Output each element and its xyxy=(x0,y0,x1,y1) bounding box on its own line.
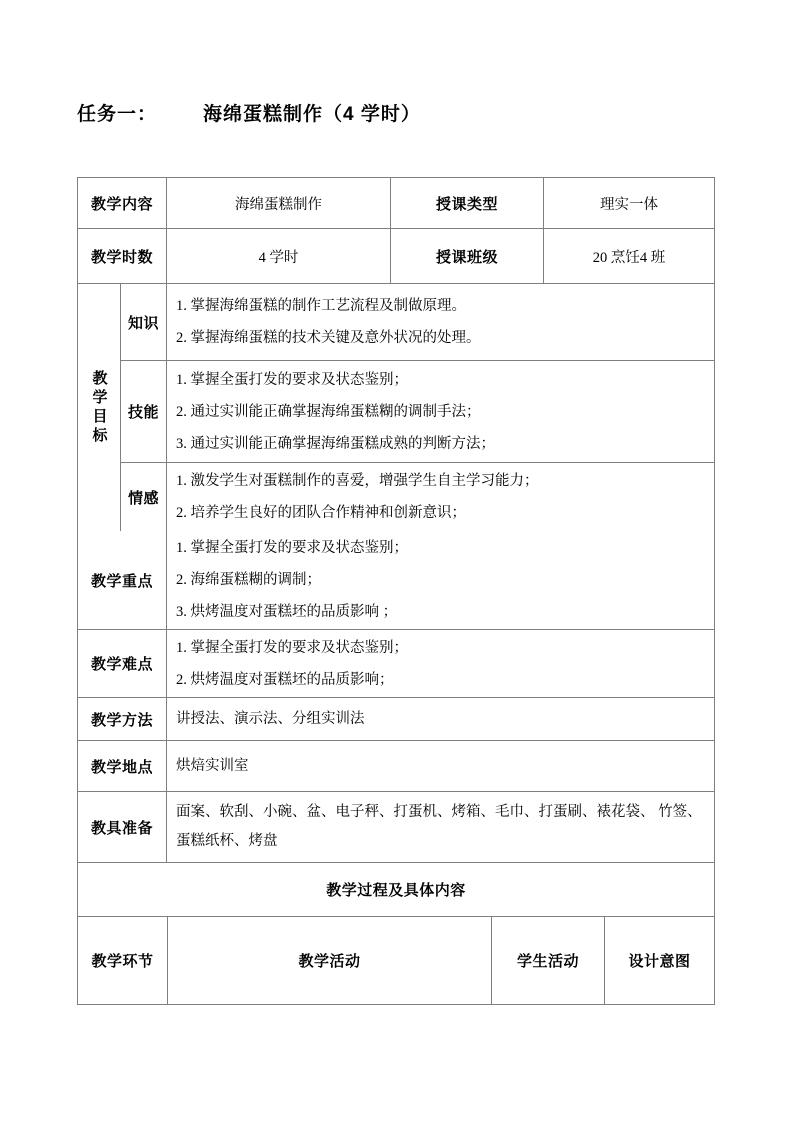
label-skills: 技能 xyxy=(121,361,167,463)
difficulties-items xyxy=(167,630,714,698)
affective-items xyxy=(167,463,714,531)
table-row-difficulties xyxy=(78,630,714,698)
table-row-process-header xyxy=(78,863,714,917)
objectives-row-knowledge xyxy=(121,284,714,361)
value-teaching-content: 海绵蛋糕制作 xyxy=(167,178,391,229)
column-header-student-activity: 学生活动 xyxy=(492,917,605,1004)
label-teaching-content: 教学内容 xyxy=(78,178,167,229)
skills-item: 1. 掌握全蛋打发的要求及状态鉴别； xyxy=(176,371,408,388)
label-key-points: 教学重点 xyxy=(78,531,167,630)
skills-item: 3. 通过实训能正确掌握海绵蛋糕成熟的判断方法； xyxy=(176,435,495,452)
value-teaching-hours: 4 学时 xyxy=(167,229,391,284)
key-points-items xyxy=(167,531,714,630)
table-row-hours-class xyxy=(78,229,714,284)
value-lesson-type: 理实一体 xyxy=(544,178,714,229)
knowledge-items xyxy=(167,284,714,361)
value-class: 20 烹饪4 班 xyxy=(544,229,714,284)
knowledge-item: 1. 掌握海绵蛋糕的制作工艺流程及制做原理。 xyxy=(176,298,466,314)
key-point-item: 1. 掌握全蛋打发的要求及状态鉴别； xyxy=(176,540,408,556)
column-header-design-intent: 设计意图 xyxy=(628,953,691,970)
methods-value-cell xyxy=(167,698,714,741)
objectives-row-affective xyxy=(121,463,714,531)
location-value: 烘焙实训室 xyxy=(176,758,249,774)
affective-item: 2. 培养学生良好的团队合作精神和创新意识； xyxy=(176,505,466,521)
lesson-plan-table xyxy=(77,177,715,1005)
label-methods: 教学方法 xyxy=(78,698,167,741)
table-row-objectives xyxy=(78,284,714,531)
table-row-process-columns xyxy=(78,917,714,1004)
skills-item: 2. 通过实训能正确掌握海绵蛋糕糊的调制手法； xyxy=(176,403,481,420)
column-header-teaching-stage: 教学环节 xyxy=(78,917,168,1004)
label-teaching-objectives xyxy=(78,284,121,531)
teaching-objectives-vertical-text: 教学目标 xyxy=(90,369,108,446)
affective-item: 1. 激发学生对蛋糕制作的喜爱，增强学生自主学习能力； xyxy=(176,473,539,489)
table-row-location xyxy=(78,741,714,792)
equipment-value: 面案、软刮、小碗、盆、电子秤、打蛋机、烤箱、毛巾、打蛋刷、裱花袋、 竹签、蛋糕纸杯、烤盘 xyxy=(176,804,702,849)
location-value-cell xyxy=(167,741,714,792)
label-class: 授课班级 xyxy=(391,229,544,284)
title-prefix: 任务一： xyxy=(77,104,158,125)
key-point-item: 3. 烘烤温度对蛋糕坯的品质影响 ； xyxy=(176,604,398,620)
table-row-content-type xyxy=(78,178,714,229)
label-knowledge: 知识 xyxy=(121,284,167,361)
table-row-equipment xyxy=(78,792,714,863)
title-main: 海绵蛋糕制作（4 学时） xyxy=(203,104,421,125)
objectives-subrows xyxy=(121,284,714,531)
knowledge-item: 2. 掌握海绵蛋糕的技术关键及意外状况的处理。 xyxy=(176,330,481,346)
label-lesson-type: 授课类型 xyxy=(391,178,544,229)
objectives-row-skills xyxy=(121,361,714,463)
difficulty-item: 2. 烘烤温度对蛋糕坯的品质影响； xyxy=(176,671,394,688)
methods-value: 讲授法、演示法、分组实训法 xyxy=(176,711,365,727)
table-row-methods xyxy=(78,698,714,741)
column-header-teaching-activity: 教学活动 xyxy=(168,917,492,1004)
label-equipment: 教具准备 xyxy=(78,792,167,863)
label-difficulties: 教学难点 xyxy=(78,630,167,698)
key-point-item: 2. 海绵蛋糕糊的调制； xyxy=(176,572,321,588)
difficulty-item: 1. 掌握全蛋打发的要求及状态鉴别； xyxy=(176,639,408,656)
label-location: 教学地点 xyxy=(78,741,167,792)
equipment-value-cell xyxy=(167,792,714,863)
skills-items xyxy=(167,361,714,463)
page-title xyxy=(77,99,421,126)
label-teaching-hours: 教学时数 xyxy=(78,229,167,284)
table-row-key-points xyxy=(78,531,714,630)
label-affective: 情感 xyxy=(121,463,167,531)
process-header: 教学过程及具体内容 xyxy=(78,863,714,917)
